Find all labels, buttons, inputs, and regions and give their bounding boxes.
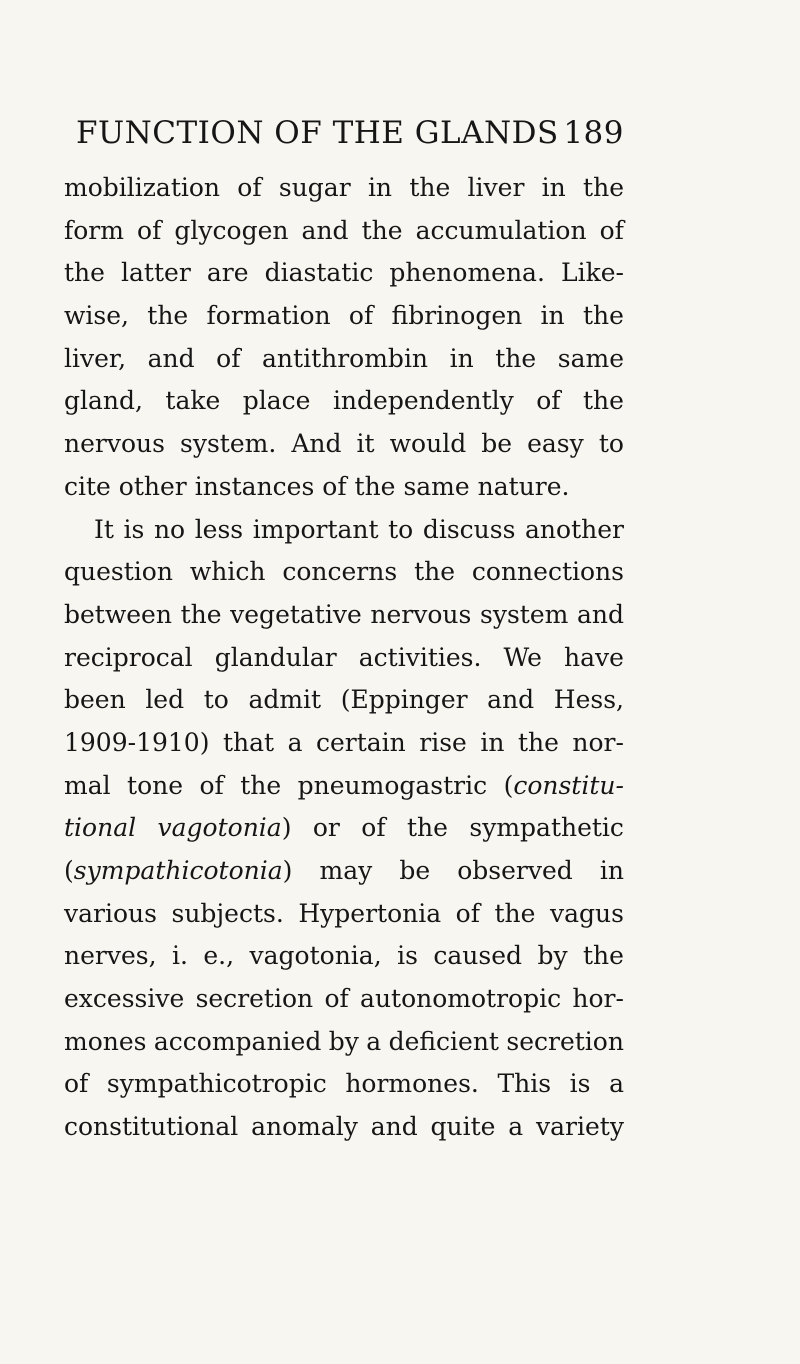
text-line: of sympathicotropic hormones. This is a xyxy=(64,1069,624,1099)
running-header xyxy=(76,115,624,159)
text-line: (sympathicotonia) may be observed in xyxy=(64,856,624,885)
text-line: between the vegetative nervous system and xyxy=(64,599,624,629)
text-line: been led to admit (Eppinger and Hess, xyxy=(64,685,624,715)
text-line: mones accompanied by a deficient secretion xyxy=(64,1026,624,1056)
text-line: mobilization of sugar in the liver in the xyxy=(64,173,624,202)
running-title: FUNCTION OF THE GLANDS xyxy=(76,115,559,151)
text-line: wise, the formation of fibrinogen in the xyxy=(64,301,624,331)
text-line: cite other instances of the same nature. xyxy=(64,471,570,501)
text-line: reciprocal glandular activities. We have xyxy=(64,642,624,672)
text-line: 1909-1910) that a certain rise in the nor- xyxy=(64,727,624,757)
text-line: question which concerns the connections xyxy=(64,557,624,587)
text-line: liver, and of antithrombin in the same xyxy=(64,343,624,373)
text-line: nervous system. And it would be easy to xyxy=(64,429,624,459)
text-line: tional vagotonia) or of the sympathetic xyxy=(64,813,624,843)
text-line: mal tone of the pneumogastric (constitu- xyxy=(64,770,624,800)
text-line: form of glycogen and the accumulation of xyxy=(64,215,624,245)
text-line: various subjects. Hypertonia of the vagus xyxy=(64,898,624,928)
page-number: 189 xyxy=(563,115,624,151)
text-line: It is no less important to discuss another xyxy=(94,514,624,544)
text-line: gland, take place independently of the xyxy=(64,386,624,416)
body-text xyxy=(64,167,624,1149)
text-line: constitutional anomaly and quite a variety xyxy=(64,1112,624,1142)
text-line: excessive secretion of autonomotropic hor- xyxy=(64,984,624,1014)
text-line: the latter are diastatic phenomena. Like- xyxy=(64,258,624,288)
text-line: nerves, i. e., vagotonia, is caused by the xyxy=(64,941,624,971)
